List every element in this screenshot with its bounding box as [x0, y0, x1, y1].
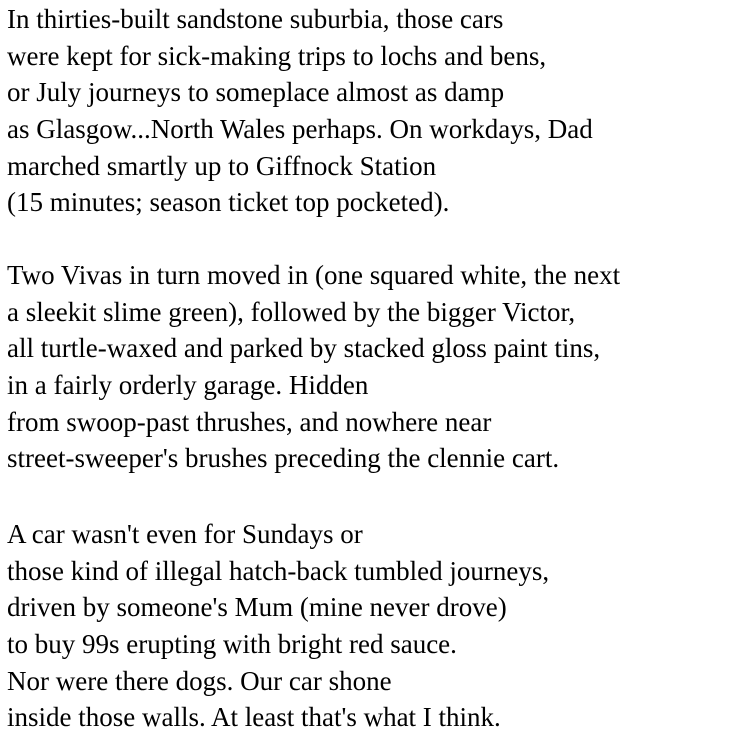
- poem-line: to buy 99s erupting with bright red sauce.: [7, 629, 457, 660]
- stanza-1: [0, 1, 593, 221]
- poem-line: Nor were there dogs. Our car shone: [7, 665, 392, 696]
- poem-line: from swoop-past thrushes, and nowhere near: [7, 406, 492, 437]
- poem-line: Two Vivas in turn moved in (one squared white, the next: [7, 260, 621, 290]
- poem-line: (15 minutes; season ticket top pocketed).: [7, 187, 450, 218]
- poem-line: all turtle-waxed and parked by stacked gloss paint tins,: [7, 333, 601, 364]
- poem-line: A car wasn't even for Sundays or: [7, 519, 363, 549]
- poem-line: driven by someone's Mum (mine never drove): [7, 592, 507, 623]
- poem-line: were kept for sick-making trips to lochs and bens,: [7, 40, 547, 71]
- poem-line: In thirties-built sandstone suburbia, those cars: [7, 4, 504, 34]
- poem-line: inside those walls. At least that's what I think.: [7, 702, 501, 733]
- poem-line: or July journeys to someplace almost as damp: [7, 77, 505, 108]
- stanza-3: [0, 516, 549, 736]
- poem-line: street-sweeper's brushes preceding the clennie cart.: [7, 443, 560, 474]
- poem-line: as Glasgow...North Wales perhaps. On workdays, Dad: [7, 114, 593, 145]
- stanza-2: [0, 257, 620, 477]
- poem-line: those kind of illegal hatch-back tumbled journeys,: [7, 555, 550, 586]
- poem-line: in a fairly orderly garage. Hidden: [7, 370, 369, 401]
- poem-line: a sleekit slime green), followed by the bigger Victor,: [7, 296, 576, 327]
- poem-line: marched smartly up to Giffnock Station: [7, 150, 437, 181]
